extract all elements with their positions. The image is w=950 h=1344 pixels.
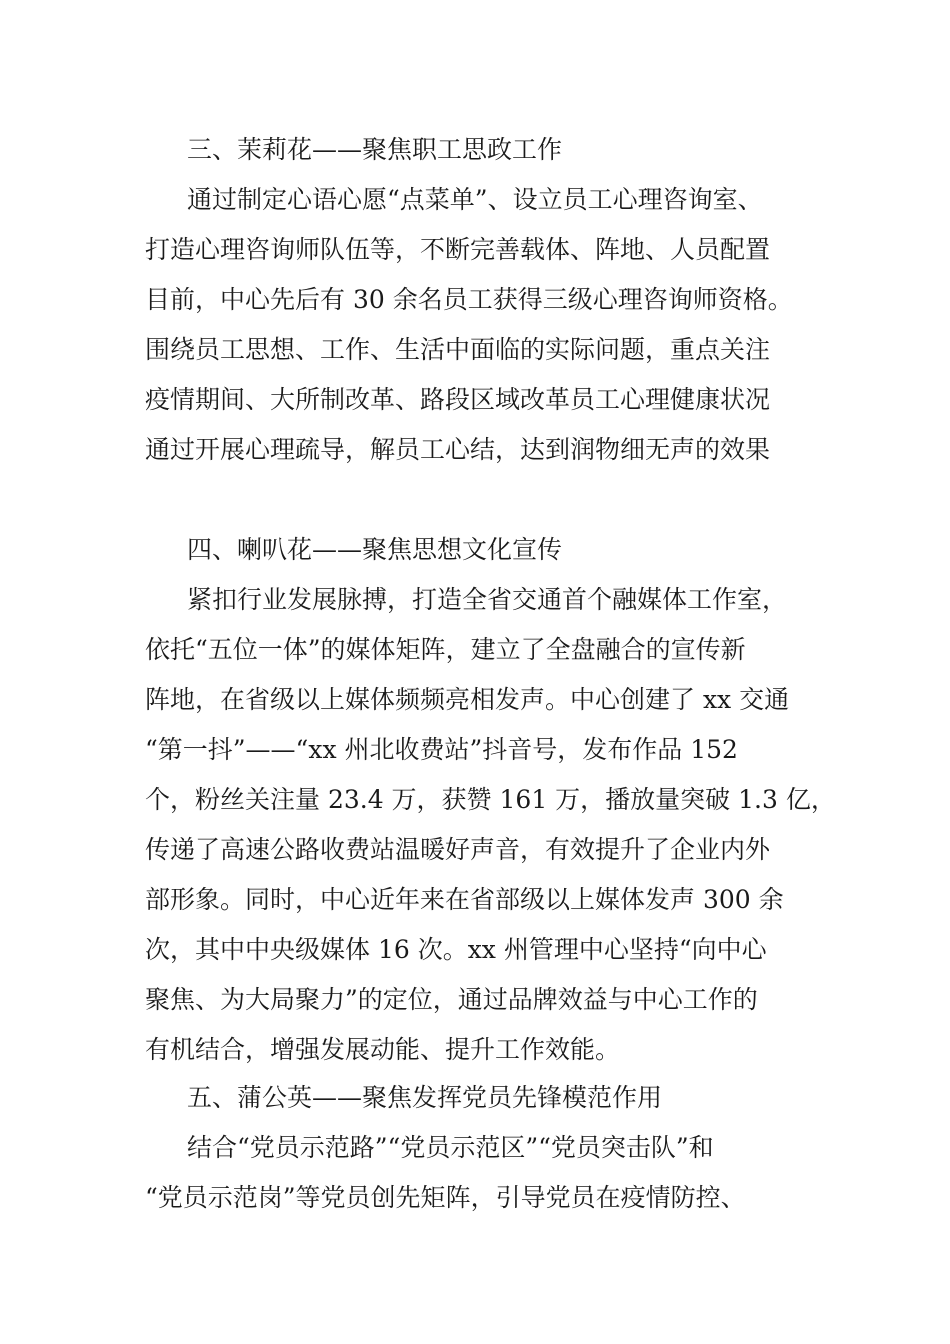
paragraph-line: 有机结合，增强发展动能、提升工作效能。 [145, 1035, 621, 1064]
paragraph-line: 阵地，在省级以上媒体频频亮相发声。中心创建了 xx 交通 [145, 685, 790, 714]
paragraph-line: 个，粉丝关注量 23.4 万，获赞 161 万，播放量突破 1.3 亿， [145, 785, 836, 814]
paragraph-line: 传递了高速公路收费站温暖好声音，有效提升了企业内外 [145, 835, 771, 864]
section-heading: 五、蒲公英——聚焦发挥党员先锋模范作用 [187, 1083, 663, 1112]
paragraph-line: 依托“五位一体”的媒体矩阵，建立了全盘融合的宣传新 [145, 635, 746, 664]
paragraph-line: “第一抖”——“xx 州北收费站”抖音号，发布作品 152 [145, 735, 738, 764]
section-heading: 三、茉莉花——聚焦职工思政工作 [187, 135, 563, 164]
paragraph-line: 围绕员工思想、工作、生活中面临的实际问题，重点关注 [145, 335, 771, 364]
section-heading: 四、喇叭花——聚焦思想文化宣传 [187, 535, 563, 564]
paragraph-line: 结合“党员示范路”“党员示范区”“党员突击队”和 [187, 1133, 714, 1162]
paragraph-line: “党员示范岗”等党员创先矩阵，引导党员在疫情防控、 [145, 1183, 746, 1212]
paragraph-line: 目前，中心先后有 30 余名员工获得三级心理咨询师资格。 [145, 285, 793, 314]
paragraph-line: 聚焦、为大局聚力”的定位，通过品牌效益与中心工作的 [145, 985, 758, 1014]
paragraph-line: 通过开展心理疏导，解员工心结，达到润物细无声的效果 [145, 435, 771, 464]
paragraph-line: 疫情期间、大所制改革、路段区域改革员工心理健康状况 [145, 385, 771, 414]
paragraph-line: 紧扣行业发展脉搏，打造全省交通首个融媒体工作室， [187, 585, 788, 614]
paragraph-line: 打造心理咨询师队伍等，不断完善载体、阵地、人员配置 [145, 235, 771, 264]
paragraph-line: 部形象。同时，中心近年来在省部级以上媒体发声 300 余 [145, 885, 784, 914]
paragraph-line: 通过制定心语心愿“点菜单”、设立员工心理咨询室、 [187, 185, 763, 214]
paragraph-line: 次，其中中央级媒体 16 次。xx 州管理中心坚持“向中心 [145, 935, 767, 964]
